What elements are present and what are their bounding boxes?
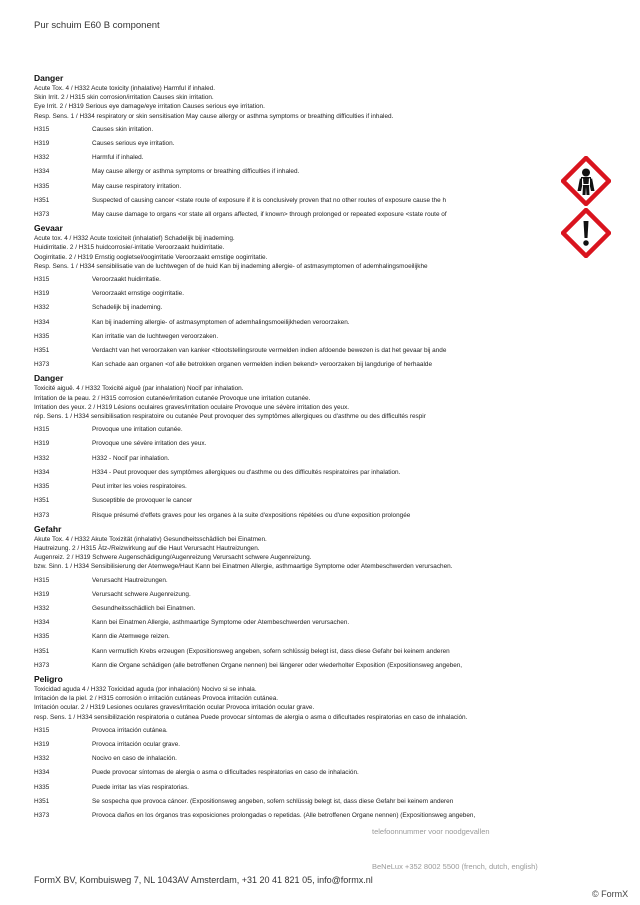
hazard-code: H319: [34, 440, 50, 448]
hazard-code: H332: [34, 604, 50, 612]
hazard-statement-text: Veroorzaakt ernstige oogirritatie.: [92, 290, 185, 298]
hazard-code: H334: [34, 318, 50, 326]
copyright: © FormX: [592, 889, 629, 899]
hazard-statement-text: Veroorzaakt huidirritatie.: [92, 276, 161, 284]
hazard-statement-text: May cause allergy or asthma symptoms or breathing difficulties if inhaled.: [92, 168, 300, 176]
hazard-statement-row: [34, 480, 552, 494]
hazard-statement-text: Provoque une irritation cutanée.: [92, 426, 183, 434]
classification-line: Irritación de la piel. 2 / H315 corrosión o irritación cutáneas Provoca irritación cutánea.: [34, 695, 279, 703]
classification-line: Toxicidad aguda 4 / H332 Toxicidad aguda (por inhalación) Nocivo si se inhala.: [34, 685, 257, 693]
hazard-code: H351: [34, 347, 50, 355]
hazard-statement-text: Kann die Organe schädigen (alle betroffenen Organe nennen) bei längerer oder wiederholter Exposition (Expositionsweg angeben,: [92, 661, 463, 669]
classification-line: Irritation de la peau. 2 / H315 corrosion cutanée/irritation cutanée Provoque une irritation cutanée.: [34, 394, 311, 402]
hazard-statement-text: Kann die Atemwege reizen.: [92, 633, 170, 641]
hazard-statement-row: [34, 645, 552, 659]
classification-line: Huidirritatie. 2 / H315 huidcorrosie/-irritatie Veroorzaakt huidirritatie.: [34, 244, 225, 252]
hazard-statement-text: Provoca daños en los órganos tras exposiciones prolongadas o repetidas. (Alle betroffenen Organe nennen) (Expositionsweg angeben,: [92, 811, 476, 819]
hazard-code: H335: [34, 332, 50, 340]
classification-line: Acute tox. 4 / H332 Acute toxiciteit (inhalatief) Schadelijk bij inademing.: [34, 235, 235, 243]
hazard-statement-text: Puede provocar síntomas de alergia o asma o dificultades respiratorias en caso de inhalación.: [92, 769, 359, 777]
hazard-statement-list: [34, 273, 552, 372]
hazard-statement-list: [34, 724, 552, 823]
hazard-statement-row: [34, 344, 552, 358]
document-title: Pur schuim E60 B component: [34, 20, 160, 31]
hazard-code: H335: [34, 483, 50, 491]
hazard-statement-text: H334 - Peut provoquer des symptômes allergiques ou d'asthme ou des difficultés respiratoires par inhalation.: [92, 468, 401, 476]
hazard-statement-text: Kan schade aan organen <of alle betrokken organen vermelden indien bekend> veroorzaken bij langdurige of herhaalde: [92, 361, 433, 369]
hazard-statement-list: [34, 423, 552, 522]
hazard-statement-list: [34, 574, 552, 673]
footer-company-info: FormX BV, Kombuisweg 7, NL 1043AV Amsterdam, +31 20 41 821 05, info@formx.nl: [34, 875, 373, 885]
classification-line: Irritation des yeux. 2 / H319 Lésions oculaires graves/irritation oculaire Provoque une sévère irritation des yeux.: [34, 403, 350, 411]
hazard-statement-row: [34, 724, 552, 738]
classification-line: rép. Sens. 1 / H334 sensibilisation respiratoire ou cutanée Peut provoquer des symptômes allergiques ou d'asthme ou des difficultés respir: [34, 413, 426, 421]
hazard-statement-text: Kann vermutlich Krebs erzeugen (Expositionsweg angeben, sofern schlüssig belegt ist, dass diese Gefahr bei keinem anderen: [92, 647, 450, 655]
signal-word: Gefahr: [34, 523, 62, 534]
hazard-code: H319: [34, 290, 50, 298]
hazard-statement-row: [34, 423, 552, 437]
hazard-code: H351: [34, 797, 50, 805]
hazard-statement-row: [34, 574, 552, 588]
hazard-statement-text: Provoca irritación ocular grave.: [92, 740, 181, 748]
hazard-code: H332: [34, 755, 50, 763]
hazard-statement-row: [34, 466, 552, 480]
hazard-statement-text: Se sospecha que provoca cáncer. (Expositionsweg angeben, sofern schlüssig belegt ist, dass diese Gefahr bei keinem anderen: [92, 797, 454, 805]
hazard-code: H334: [34, 769, 50, 777]
hazard-code: H332: [34, 154, 50, 162]
hazard-statement-row: [34, 180, 552, 194]
hazard-code: H334: [34, 619, 50, 627]
hazard-section: [34, 372, 552, 522]
hazard-statement-text: Kann bei Einatmen Allergie, asthmaartige Symptome oder Atembeschwerden verursachen.: [92, 619, 350, 627]
hazard-statement-row: [34, 616, 552, 630]
classification-line: bzw. Sinn. 1 / H334 Sensibilisierung der Atemwege/Haut Kann bei Einatmen Allergie, asthmaartige Symptome oder Atembeschwerden verursachen.: [34, 563, 453, 571]
ghs-exclamation-icon: [561, 208, 611, 258]
hazard-statement-row: [34, 301, 552, 315]
hazard-code: H315: [34, 276, 50, 284]
hazard-statement-text: Kan bij inademing allergie- of astmasymptomen of ademhalingsmoeilijkheden veroorzaken.: [92, 318, 350, 326]
hazard-statement-row: [34, 781, 552, 795]
hazard-statement-row: [34, 208, 552, 222]
emergency-phone-label: telefoonnummer voor noodgevallen: [372, 827, 490, 836]
hazard-statement-text: Kan irritatie van de luchtwegen veroorzaken.: [92, 332, 219, 340]
hazard-code: H315: [34, 576, 50, 584]
signal-word: Gevaar: [34, 223, 63, 234]
hazard-code: H315: [34, 726, 50, 734]
hazard-code: H373: [34, 511, 50, 519]
hazard-statement-row: [34, 165, 552, 179]
hazard-statement-row: [34, 809, 552, 823]
hazard-statement-row: [34, 630, 552, 644]
hazard-code: H332: [34, 304, 50, 312]
hazard-code: H332: [34, 454, 50, 462]
ghs-health-hazard-icon: [561, 156, 611, 206]
hazard-statement-text: Provoca irritación cutánea.: [92, 726, 168, 734]
hazard-statement-text: Suspected of causing cancer <state route of exposure if it is conclusively proven that no other routes of exposure cause the h: [92, 196, 447, 204]
classification-line: Irritación ocular. 2 / H319 Lesiones oculares graves/irritación ocular Provoca irritación ocular grave.: [34, 704, 315, 712]
hazard-statement-text: Schadelijk bij inademing.: [92, 304, 163, 312]
hazard-code: H319: [34, 590, 50, 598]
hazard-code: H373: [34, 211, 50, 219]
classification-line: Skin Irrit. 2 / H315 skin corrosion/irritation Causes skin irritation.: [34, 94, 214, 102]
hazard-code: H373: [34, 361, 50, 369]
hazard-statement-text: Verursacht Hautreizungen.: [92, 576, 168, 584]
hazard-section: [34, 523, 552, 673]
hazard-sections: [34, 72, 552, 823]
hazard-statement-row: [34, 437, 552, 451]
hazard-statement-row: [34, 494, 552, 508]
hazard-statement-text: Harmful if inhaled.: [92, 154, 144, 162]
hazard-statement-text: Verdacht van het veroorzaken van kanker <blootstellingsroute vermelden indien afdoende bewezen is dat het gevaar bij ande: [92, 347, 447, 355]
hazard-code: H335: [34, 633, 50, 641]
emergency-phone-number: BeNeLux +352 8002 5500 (french, dutch, english): [372, 862, 538, 871]
classification-line: Augenreiz. 2 / H319 Schwere Augenschädigung/Augenreizung Verursacht schwere Augenreizung.: [34, 554, 312, 562]
hazard-statement-text: May cause respiratory irritation.: [92, 182, 182, 190]
hazard-statement-row: [34, 795, 552, 809]
hazard-statement-text: Puede irritar las vías respiratorias.: [92, 783, 189, 791]
hazard-statement-row: [34, 151, 552, 165]
hazard-statement-row: [34, 509, 552, 523]
hazard-statement-text: Nocivo en caso de inhalación.: [92, 755, 177, 763]
classification-line: Resp. Sens. 1 / H334 sensibilisatie van de luchtwegen of de huid Kan bij inademing allergie- of astmasymptomen of ademhalingsmoeilijkhe: [34, 262, 428, 270]
hazard-code: H334: [34, 468, 50, 476]
hazard-statement-text: Susceptible de provoquer le cancer: [92, 497, 193, 505]
hazard-statement-row: [34, 738, 552, 752]
hazard-code: H373: [34, 661, 50, 669]
hazard-statement-row: [34, 358, 552, 372]
hazard-code: H351: [34, 647, 50, 655]
classification-line: Oogirritatie. 2 / H319 Ernstig oogletsel/oogirritatie Veroorzaakt ernstige oogirritatie.: [34, 253, 268, 261]
signal-word: Danger: [34, 373, 64, 384]
hazard-statement-row: [34, 273, 552, 287]
hazard-code: H351: [34, 497, 50, 505]
classification-line: Toxicité aiguë. 4 / H332 Toxicité aiguë (par inhalation) Nocif par inhalation.: [34, 385, 244, 393]
hazard-statement-row: [34, 194, 552, 208]
hazard-statement-row: [34, 330, 552, 344]
classification-line: Eye Irrit. 2 / H319 Serious eye damage/eye irritation Causes serious eye irritation.: [34, 103, 265, 111]
classification-line: Akute Tox. 4 / H332 Akute Toxizität (inhalativ) Gesundheitsschädlich bei Einatmen.: [34, 535, 267, 543]
hazard-statement-row: [34, 137, 552, 151]
classification-line: Hautreizung. 2 / H315 Ätz-/Reizwirkung auf die Haut Verursacht Hautreizungen.: [34, 544, 260, 552]
hazard-statement-row: [34, 452, 552, 466]
signal-word: Danger: [34, 73, 64, 83]
signal-word: Peligro: [34, 673, 63, 684]
hazard-statement-row: [34, 602, 552, 616]
hazard-statement-text: Gesundheitsschädlich bei Einatmen.: [92, 604, 196, 612]
classification-line: resp. Sens. 1 / H334 sensibilización respiratoria o cutánea Puede provocar síntomas de alergia o asma o dificultades respiratorias en caso de inhalación.: [34, 713, 468, 721]
hazard-section: [34, 72, 552, 222]
hazard-section: [34, 673, 552, 823]
hazard-statement-text: Verursacht schwere Augenreizung.: [92, 590, 191, 598]
hazard-code: H315: [34, 426, 50, 434]
hazard-statement-text: Provoque une sévère irritation des yeux.: [92, 440, 207, 448]
hazard-statement-row: [34, 316, 552, 330]
hazard-code: H373: [34, 811, 50, 819]
hazard-statement-row: [34, 766, 552, 780]
hazard-statement-text: Risque présumé d'effets graves pour les organes à la suite d'expositions répétées ou d'une exposition prolongée: [92, 511, 411, 519]
hazard-statement-row: [34, 588, 552, 602]
classification-line: Resp. Sens. 1 / H334 respiratory or skin sensitisation May cause allergy or asthma symptoms or breathing difficulties if inhaled.: [34, 112, 394, 120]
hazard-statement-text: Peut irriter les voies respiratoires.: [92, 483, 187, 491]
hazard-statement-row: [34, 287, 552, 301]
hazard-statement-row: [34, 752, 552, 766]
hazard-statement-text: H332 - Nocif par inhalation.: [92, 454, 170, 462]
hazard-code: H335: [34, 783, 50, 791]
hazard-statement-row: [34, 123, 552, 137]
hazard-code: H319: [34, 140, 50, 148]
hazard-code: H319: [34, 740, 50, 748]
hazard-statement-text: May cause damage to organs <or state all organs affected, if known> through prolonged or repeated exposure <state route of: [92, 211, 447, 219]
hazard-section: [34, 222, 552, 372]
hazard-statement-list: [34, 123, 552, 222]
hazard-statement-text: Causes skin irritation.: [92, 125, 154, 133]
hazard-code: H315: [34, 125, 50, 133]
hazard-statement-text: Causes serious eye irritation.: [92, 140, 175, 148]
hazard-statement-row: [34, 659, 552, 673]
classification-line: Acute Tox. 4 / H332 Acute toxicity (inhalative) Harmful if inhaled.: [34, 85, 216, 92]
hazard-code: H335: [34, 182, 50, 190]
hazard-code: H334: [34, 168, 50, 176]
hazard-code: H351: [34, 196, 50, 204]
